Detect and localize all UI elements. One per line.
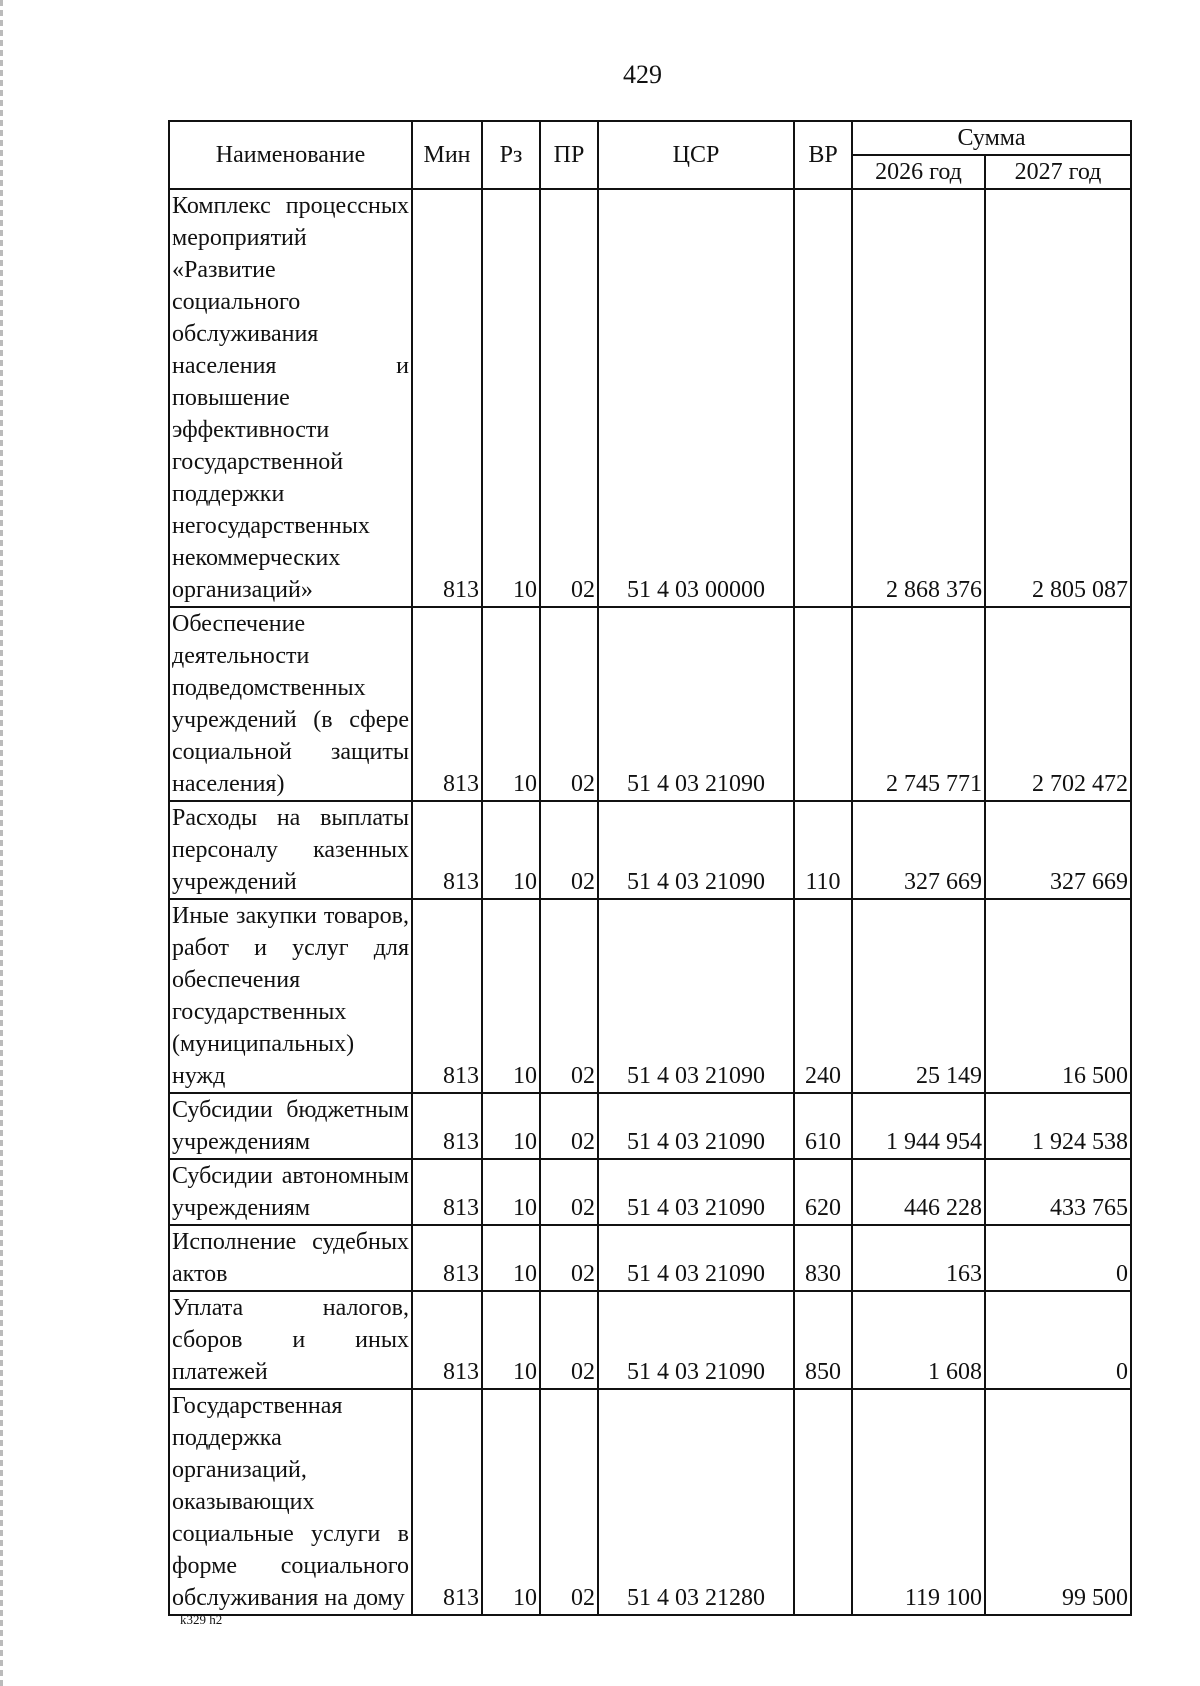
row-pr: 02 [540, 189, 598, 607]
row-vr: 240 [794, 899, 852, 1093]
row-vr: 110 [794, 801, 852, 899]
row-pr: 02 [540, 801, 598, 899]
row-sum-2026: 446 228 [852, 1159, 985, 1225]
row-sum-2027: 0 [985, 1225, 1131, 1291]
row-pr: 02 [540, 1291, 598, 1389]
row-csr: 51 4 03 21280 [598, 1389, 794, 1615]
row-name: Исполнение судебных актов [169, 1225, 412, 1291]
row-min: 813 [412, 607, 482, 801]
row-rz: 10 [482, 1225, 540, 1291]
row-vr: 830 [794, 1225, 852, 1291]
row-min: 813 [412, 189, 482, 607]
row-sum-2026: 25 149 [852, 899, 985, 1093]
row-name: Субсидии автономным учреждениям [169, 1159, 412, 1225]
row-csr: 51 4 03 21090 [598, 899, 794, 1093]
row-pr: 02 [540, 1225, 598, 1291]
table-row [169, 1291, 1131, 1389]
header-name: Наименование [169, 121, 412, 189]
row-min: 813 [412, 899, 482, 1093]
row-sum-2027: 433 765 [985, 1159, 1131, 1225]
row-csr: 51 4 03 21090 [598, 1159, 794, 1225]
row-min: 813 [412, 1225, 482, 1291]
row-csr: 51 4 03 21090 [598, 1093, 794, 1159]
page-left-edge [0, 0, 3, 1686]
row-rz: 10 [482, 189, 540, 607]
row-sum-2026: 327 669 [852, 801, 985, 899]
row-name: Комплекс процессных мероприятий «Развитие социального обслуживания населения и повышение эффективности государственной поддержки негосударственных некоммерческих организаций» [169, 189, 412, 607]
table-row [169, 607, 1131, 801]
row-min: 813 [412, 1159, 482, 1225]
row-vr: 620 [794, 1159, 852, 1225]
row-sum-2026: 2 868 376 [852, 189, 985, 607]
row-rz: 10 [482, 1093, 540, 1159]
row-sum-2026: 2 745 771 [852, 607, 985, 801]
table-body [169, 189, 1131, 1615]
row-sum-2027: 2 702 472 [985, 607, 1131, 801]
row-csr: 51 4 03 21090 [598, 1291, 794, 1389]
row-csr: 51 4 03 21090 [598, 1225, 794, 1291]
header-min: Мин [412, 121, 482, 189]
row-pr: 02 [540, 899, 598, 1093]
row-sum-2027: 16 500 [985, 899, 1131, 1093]
row-rz: 10 [482, 801, 540, 899]
row-pr: 02 [540, 1389, 598, 1615]
row-sum-2027: 1 924 538 [985, 1093, 1131, 1159]
row-sum-2027: 0 [985, 1291, 1131, 1389]
table-row [169, 1389, 1131, 1615]
row-sum-2026: 1 608 [852, 1291, 985, 1389]
row-pr: 02 [540, 1093, 598, 1159]
row-vr [794, 607, 852, 801]
row-name: Иные закупки товаров, работ и услуг для обеспечения государственных (муниципальных) нужд [169, 899, 412, 1093]
row-sum-2027: 327 669 [985, 801, 1131, 899]
header-csr: ЦСР [598, 121, 794, 189]
row-name: Уплата налогов, сборов и иных платежей [169, 1291, 412, 1389]
header-sum: Сумма [852, 121, 1131, 155]
row-csr: 51 4 03 21090 [598, 801, 794, 899]
row-vr: 610 [794, 1093, 852, 1159]
row-csr: 51 4 03 21090 [598, 607, 794, 801]
table-row [169, 801, 1131, 899]
footer-code: k329 h2 [180, 1612, 223, 1627]
table-row [169, 189, 1131, 607]
row-rz: 10 [482, 1389, 540, 1615]
table-row [169, 1093, 1131, 1159]
header-vr: ВР [794, 121, 852, 189]
row-min: 813 [412, 801, 482, 899]
row-sum-2026: 1 944 954 [852, 1093, 985, 1159]
row-rz: 10 [482, 899, 540, 1093]
table-row [169, 1159, 1131, 1225]
row-sum-2026: 119 100 [852, 1389, 985, 1615]
header-rz: Рз [482, 121, 540, 189]
row-name: Расходы на выплаты персоналу казенных учреждений [169, 801, 412, 899]
row-rz: 10 [482, 1159, 540, 1225]
row-sum-2027: 99 500 [985, 1389, 1131, 1615]
row-sum-2026: 163 [852, 1225, 985, 1291]
header-pr: ПР [540, 121, 598, 189]
row-min: 813 [412, 1291, 482, 1389]
row-vr: 850 [794, 1291, 852, 1389]
row-name: Обеспечение деятельности подведомственных учреждений (в сфере социальной защиты населения) [169, 607, 412, 801]
table-row [169, 899, 1131, 1093]
row-pr: 02 [540, 1159, 598, 1225]
row-min: 813 [412, 1093, 482, 1159]
row-csr: 51 4 03 00000 [598, 189, 794, 607]
row-vr [794, 189, 852, 607]
row-vr [794, 1389, 852, 1615]
row-sum-2027: 2 805 087 [985, 189, 1131, 607]
header-year-2027: 2027 год [985, 155, 1131, 189]
row-name: Субсидии бюджетным учреждениям [169, 1093, 412, 1159]
row-min: 813 [412, 1389, 482, 1615]
page-number: 429 [623, 60, 662, 89]
row-rz: 10 [482, 1291, 540, 1389]
table-row [169, 1225, 1131, 1291]
header-year-2026: 2026 год [852, 155, 985, 189]
budget-table [168, 120, 1132, 1616]
row-rz: 10 [482, 607, 540, 801]
row-name: Государственная поддержка организаций, оказывающих социальные услуги в форме социального обслуживания на дому [169, 1389, 412, 1615]
row-pr: 02 [540, 607, 598, 801]
